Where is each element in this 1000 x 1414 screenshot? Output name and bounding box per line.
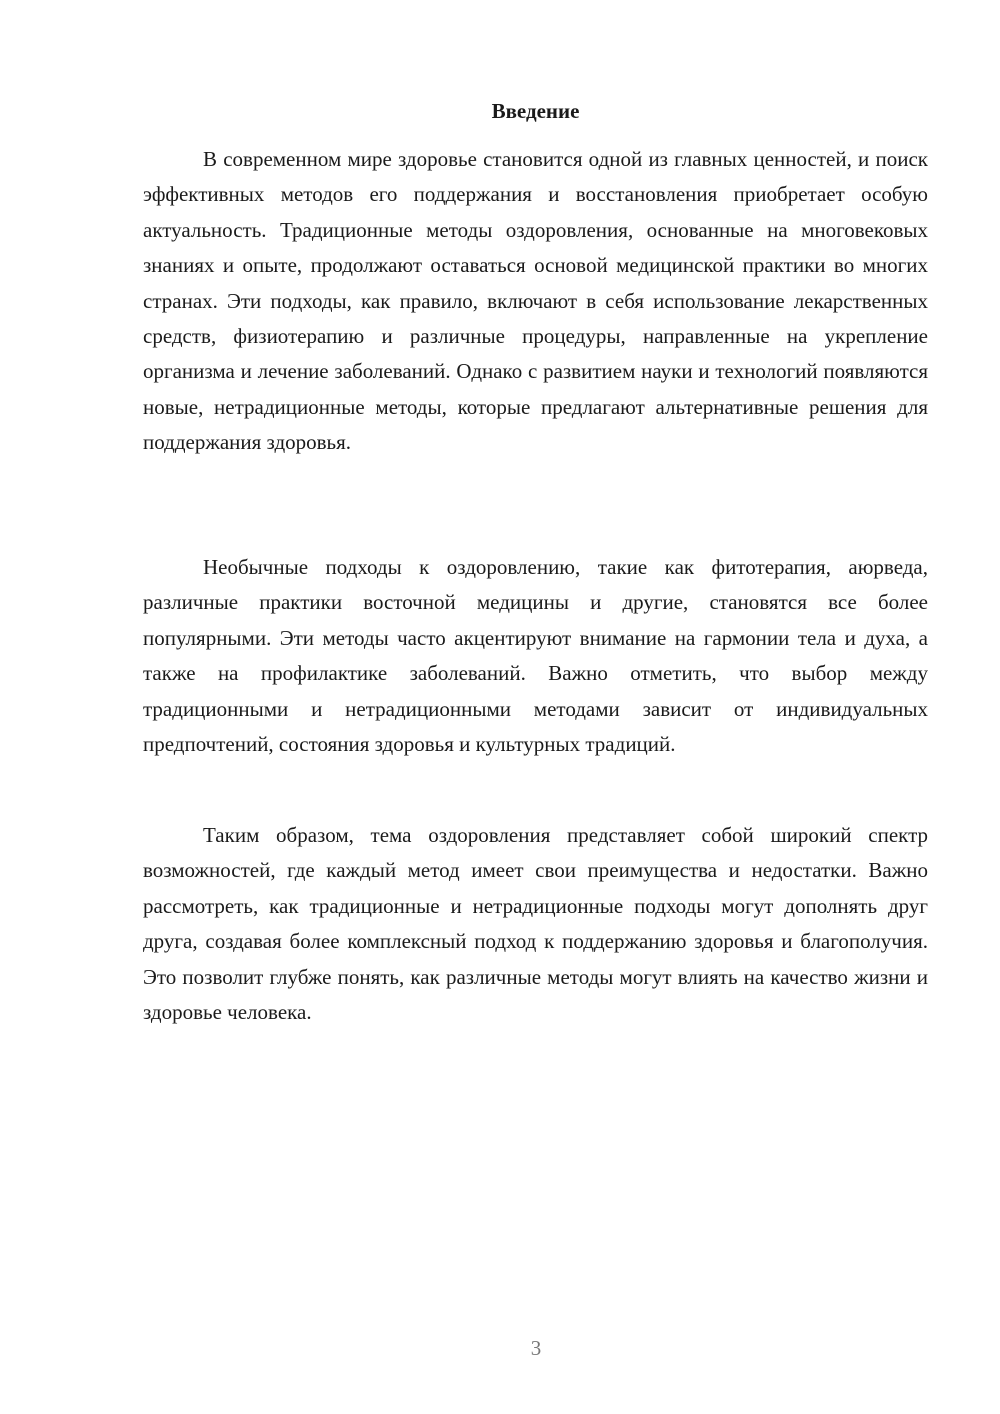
paragraph-3: Таким образом, тема оздоровления представляет собой широкий спектр возможностей, где каждый метод имеет свои преимущества и недостатки. Важно рассмотреть, как традиционные и нетрадиционные подходы могут дополнять друг друга, создавая более комплексный подход к поддержанию здоровья и благополучия. Это позволит глубже понять, как различные методы могут влиять на качество жизни и здоровье человека.	[143, 823, 928, 1025]
section-title: Введение	[491, 99, 580, 123]
page-number: 3	[530, 1336, 542, 1360]
paragraph-2: Необычные подходы к оздоровлению, такие как фитотерапия, аюрведа, различные практики восточной медицины и другие, становятся все более популярными. Эти методы часто акцентируют внимание на гармонии тела и духа, а также на профилактике заболеваний. Важно отметить, что выбор между традиционными и нетрадиционными методами зависит от индивидуальных предпочтений, состояния здоровья и культурных традиций.	[143, 555, 928, 757]
paragraph-1: В современном мире здоровье становится одной из главных ценностей, и поиск эффективных методов его поддержания и восстановления приобретает особую актуальность. Традиционные методы оздоровления, основанные на многовековых знаниях и опыте, продолжают оставаться основой медицинской практики во многих странах. Эти подходы, как правило, включают в себя использование лекарственных средств, физиотерапию и различные процедуры, направленные на укрепление организма и лечение заболеваний. Однако с развитием науки и технологий появляются новые, нетрадиционные методы, которые предлагают альтернативные решения для поддержания здоровья.	[143, 147, 928, 455]
